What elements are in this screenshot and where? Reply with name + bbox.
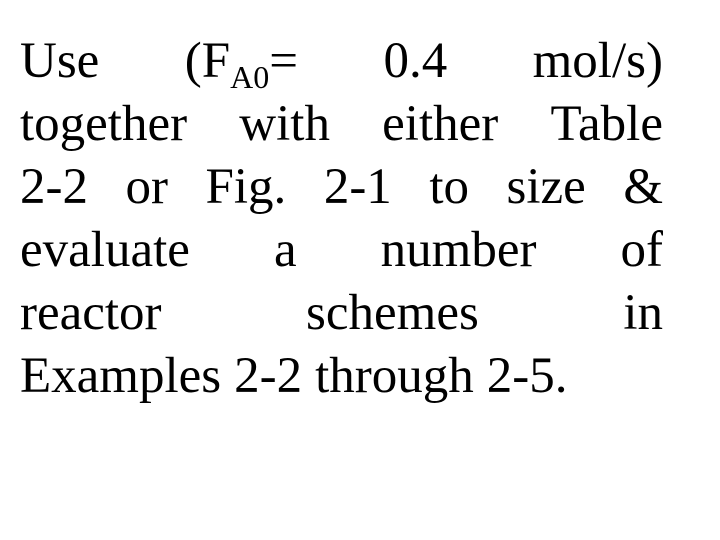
text-line-1 [20,30,663,93]
word: (F [184,33,231,89]
word: Use [20,33,100,89]
word: to [429,159,469,215]
text-line-3 [20,156,663,219]
word: number [380,222,537,278]
word: in [623,285,663,341]
word: reactor [20,285,162,341]
word: 2-2 [20,159,88,215]
word: schemes [306,285,479,341]
body-text [20,30,663,408]
word: with [239,96,330,152]
word: = [269,33,298,89]
word: 2-2 [234,348,303,404]
subscript: A0 [230,59,270,95]
text-line-6 [20,345,663,408]
word: Fig. [205,159,287,215]
word: & [623,159,663,215]
word: together [20,96,188,152]
word: Table [550,96,663,152]
word: mol/s) [532,33,663,89]
word: size [506,159,586,215]
word: 2-1 [323,159,392,215]
word: 0.4 [383,33,448,89]
word: a [273,222,297,278]
flow-rate-term [185,30,298,93]
word: 2-5. [486,348,568,404]
text-line-5 [20,282,663,345]
word: Examples [20,348,222,404]
text-line-2 [20,93,663,156]
word: of [620,222,663,278]
word: or [125,159,168,215]
word: evaluate [20,222,190,278]
word: through [315,348,474,404]
text-line-4 [20,219,663,282]
word: either [382,96,499,152]
